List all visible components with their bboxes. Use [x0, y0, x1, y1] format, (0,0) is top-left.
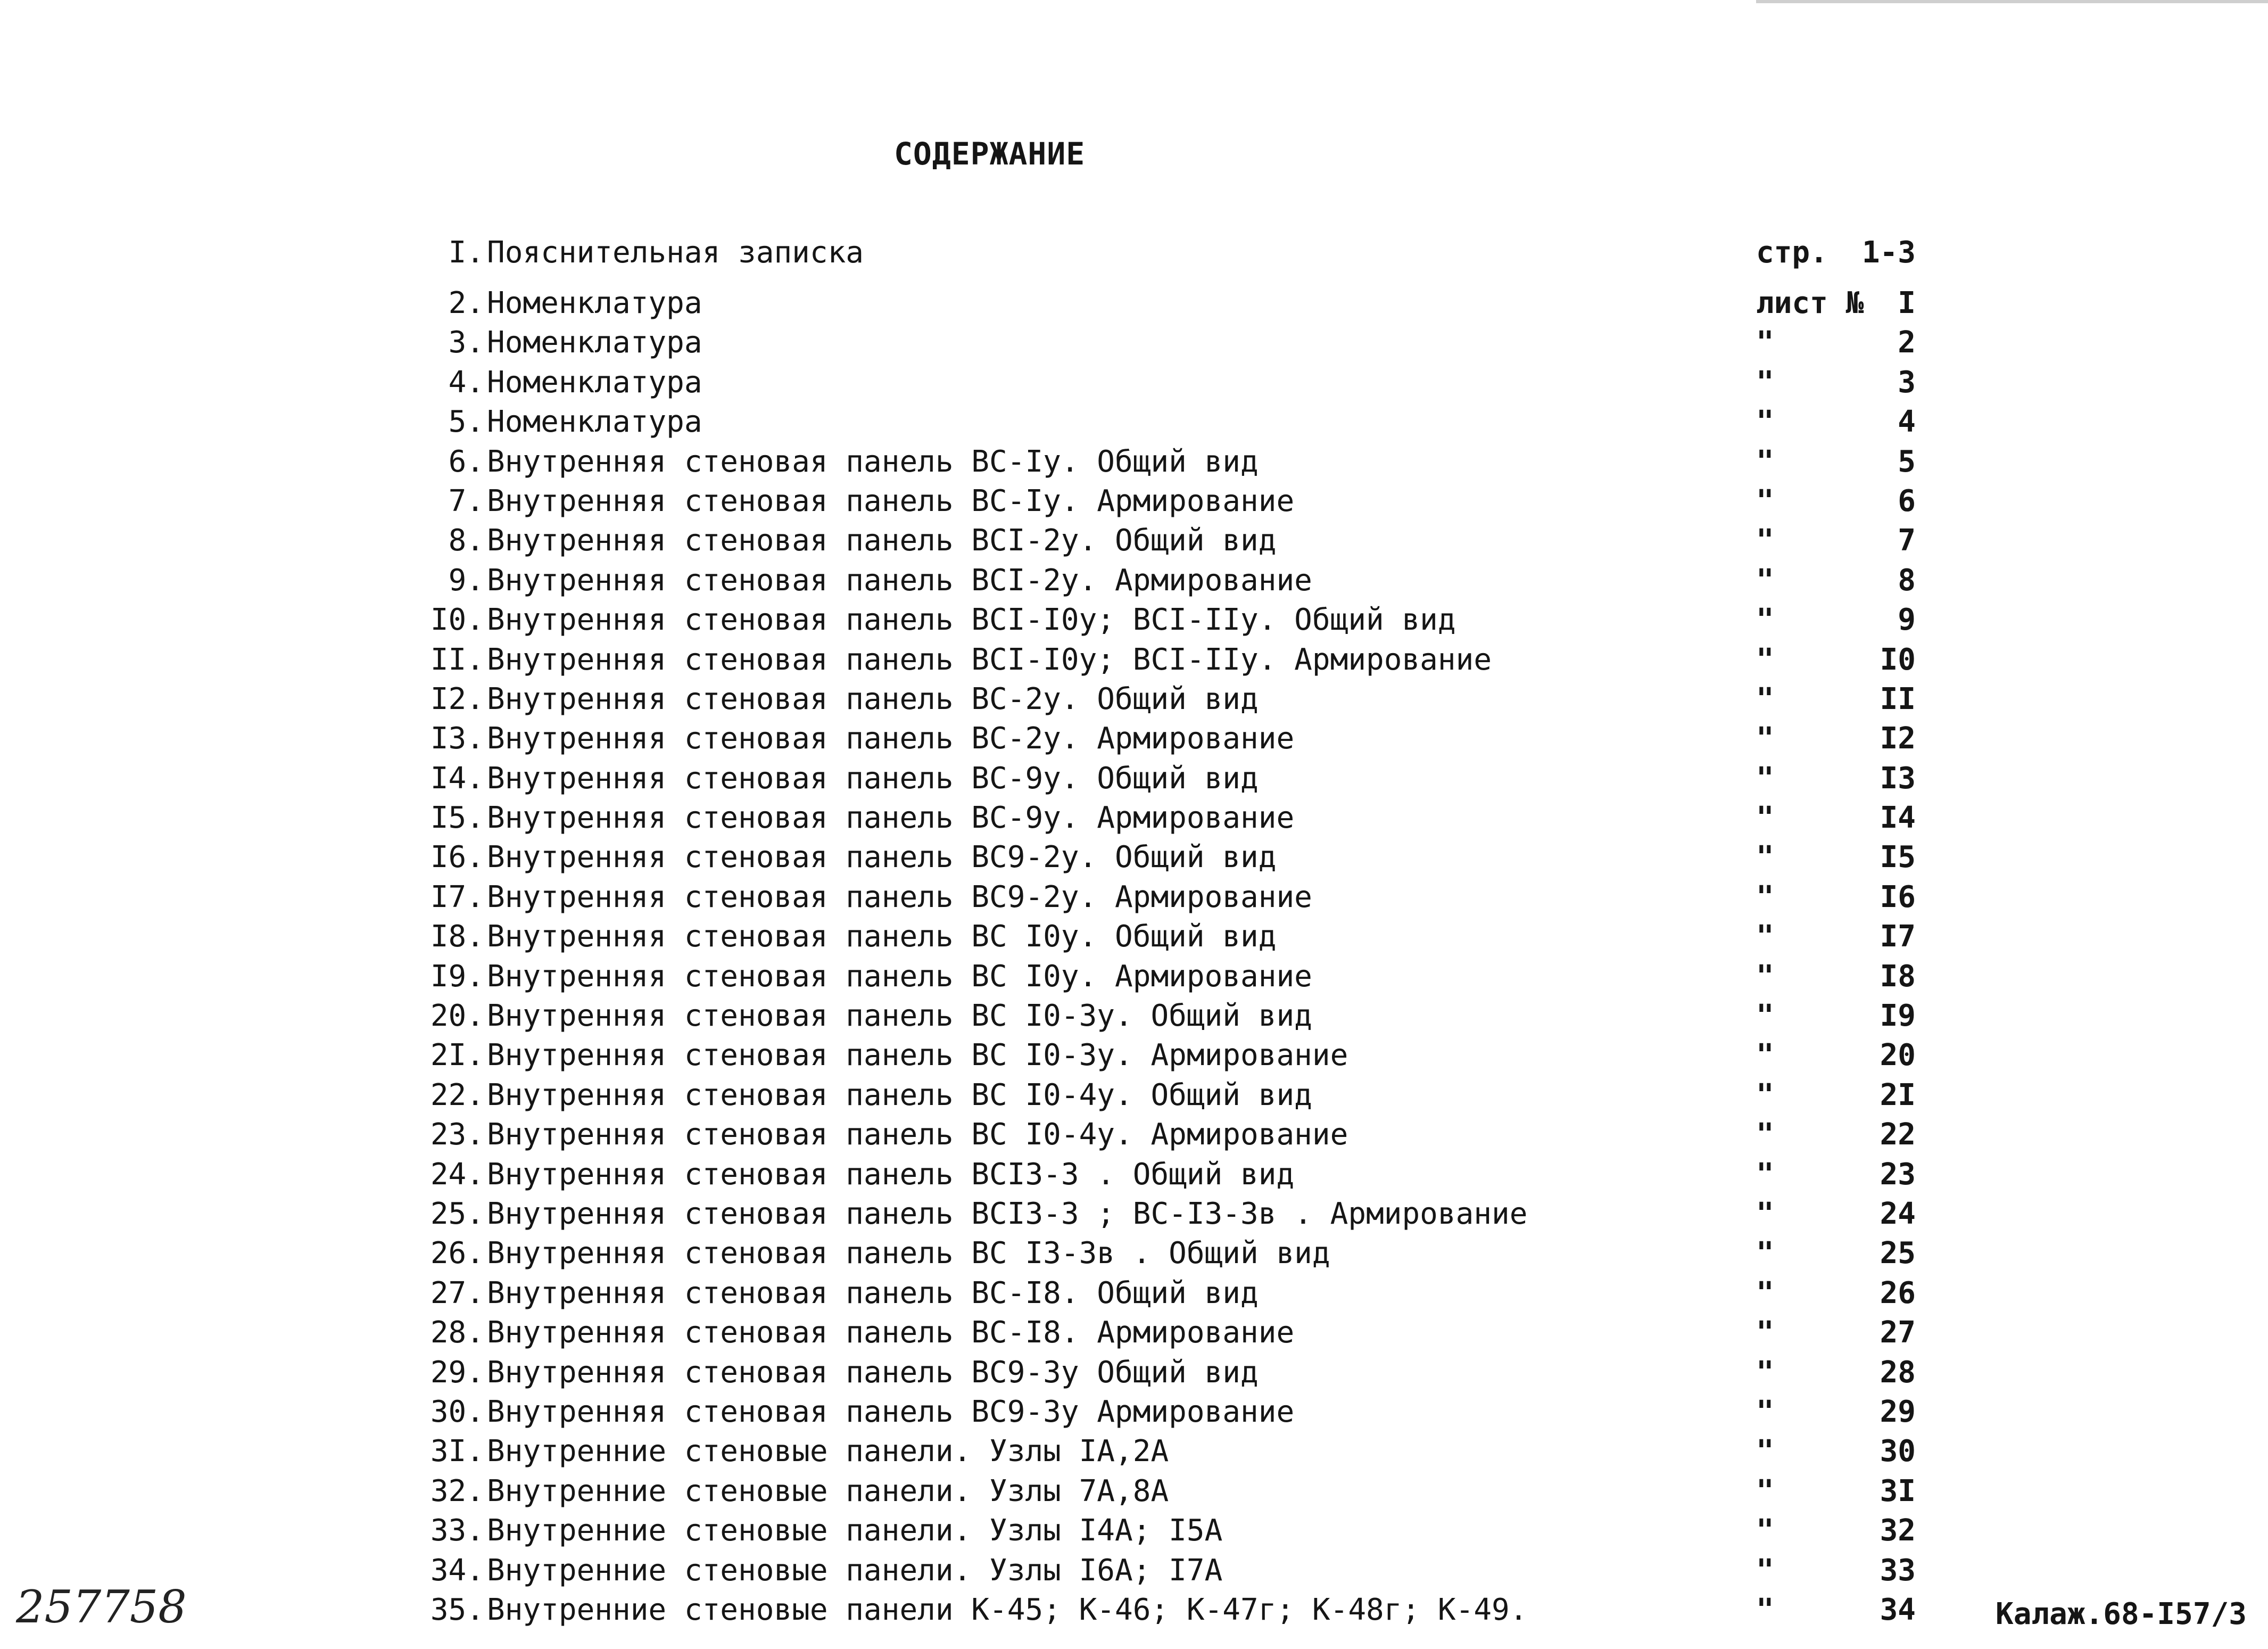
toc-entry-number: 32. — [430, 1473, 484, 1508]
toc-entry — [415, 232, 1916, 284]
handwritten-inventory-number: 257758 — [16, 1581, 187, 1633]
toc-entry-page-number: 7 — [1898, 523, 1916, 558]
toc-entry-page-number: I3 — [1880, 761, 1916, 796]
toc-entry — [415, 996, 1916, 1036]
toc-entry-page-prefix: " — [1756, 1117, 1774, 1152]
toc-entry-page-number: II — [1880, 681, 1916, 716]
toc-entry-title: Внутренняя стеновая панель ВС I0-3у. Общий вид — [487, 999, 1312, 1034]
toc-entry-number: I4. — [430, 761, 484, 796]
toc-entry — [415, 1036, 1916, 1075]
toc-entry-title: Внутренняя стеновая панель ВС-I8. Армирование — [487, 1315, 1295, 1350]
toc-entry-number: 34. — [430, 1553, 484, 1588]
toc-entry-page-prefix: " — [1756, 959, 1774, 994]
toc-entry-page-number: I4 — [1880, 801, 1916, 836]
toc-entry — [415, 957, 1916, 996]
toc-entry-title: Внутренняя стеновая панель ВС-2у. Общий вид — [487, 681, 1259, 716]
toc-entry-title: Внутренняя стеновая панель ВСI-2у. Общий вид — [487, 523, 1277, 558]
toc-entry-page-number: 2 — [1898, 325, 1916, 360]
toc-entry-number: I. — [448, 235, 484, 270]
toc-entry-title: Внутренняя стеновая панель ВС-2у. Армирование — [487, 721, 1295, 756]
toc-entry-number: I0. — [430, 603, 484, 638]
toc-entry-number: I5. — [430, 801, 484, 836]
toc-entry — [415, 600, 1916, 640]
toc-entry — [415, 917, 1916, 957]
toc-entry-page-number: 26 — [1880, 1275, 1916, 1310]
toc-entry-title: Внутренние стеновые панели. Узлы I4А; I5А — [487, 1513, 1223, 1548]
toc-entry-title: Номенклатура — [487, 405, 702, 440]
toc-entry-number: 23. — [430, 1117, 484, 1152]
toc-entry — [415, 1313, 1916, 1353]
toc-entry-page-number: I — [1898, 286, 1916, 320]
toc-entry-number: 2I. — [430, 1038, 484, 1073]
toc-entry — [415, 798, 1916, 838]
toc-entry-page-number: 29 — [1880, 1394, 1916, 1429]
toc-entry-number: 26. — [430, 1236, 484, 1271]
toc-entry-page-prefix: " — [1756, 761, 1774, 796]
toc-entry-number: 3I. — [430, 1434, 484, 1469]
toc-entry-page-prefix: " — [1756, 1394, 1774, 1429]
toc-entry-number: 24. — [430, 1157, 484, 1192]
document-code: Калаж.68-I57/3 — [1996, 1597, 2247, 1631]
toc-entry-number: 25. — [430, 1196, 484, 1231]
toc-entry-number: 33. — [430, 1513, 484, 1548]
toc-entry-page-number: 25 — [1880, 1236, 1916, 1271]
toc-entry — [415, 1115, 1916, 1155]
toc-entry — [415, 284, 1916, 323]
toc-entry-title: Номенклатура — [487, 365, 702, 400]
table-of-contents — [415, 232, 1916, 1630]
toc-entry-page-prefix: " — [1756, 919, 1774, 954]
toc-entry-page-prefix: " — [1756, 1077, 1774, 1112]
toc-entry-page-prefix: " — [1756, 1157, 1774, 1192]
toc-entry-number: 22. — [430, 1077, 484, 1112]
toc-entry-page-prefix: стр. — [1756, 235, 1828, 270]
toc-entry-number: 30. — [430, 1394, 484, 1429]
toc-entry-page-number: I2 — [1880, 721, 1916, 756]
toc-entry — [415, 878, 1916, 917]
toc-entry-number: 6. — [448, 444, 484, 479]
toc-entry-number: 2. — [448, 286, 484, 320]
toc-entry-page-number: 1-3 — [1861, 235, 1916, 270]
toc-entry-page-number: 34 — [1880, 1592, 1916, 1627]
toc-entry-title: Внутренняя стеновая панель ВС9-3у Армирование — [487, 1394, 1295, 1429]
toc-entry-title: Пояснительная записка — [487, 235, 864, 270]
toc-entry-page-prefix: " — [1756, 603, 1774, 638]
toc-entry-number: I3. — [430, 721, 484, 756]
toc-entry-page-prefix: " — [1756, 405, 1774, 440]
toc-entry — [415, 1155, 1916, 1194]
toc-entry-title: Внутренняя стеновая панель ВС I0-4у. Армирование — [487, 1117, 1348, 1152]
toc-entry-page-prefix: " — [1756, 563, 1774, 598]
toc-entry-title: Внутренняя стеновая панель ВСI-2у. Армирование — [487, 563, 1312, 598]
toc-entry-title: Внутренняя стеновая панель ВСI-I0у; ВСI-IIу. Общий вид — [487, 603, 1456, 638]
toc-entry-page-prefix: " — [1756, 681, 1774, 716]
toc-entry-page-prefix: лист № — [1756, 286, 1864, 320]
toc-entry-page-number: I0 — [1880, 642, 1916, 677]
toc-entry-page-number: I5 — [1880, 840, 1916, 875]
toc-entry — [415, 1392, 1916, 1432]
toc-entry — [415, 719, 1916, 758]
toc-entry-title: Внутренняя стеновая панель ВС9-3у Общий вид — [487, 1355, 1259, 1390]
toc-entry-title: Внутренняя стеновая панель ВС-Iу. Армирование — [487, 483, 1295, 518]
toc-entry-page-number: 4 — [1898, 405, 1916, 440]
toc-entry — [415, 402, 1916, 442]
toc-entry-page-prefix: " — [1756, 801, 1774, 836]
toc-entry-number: 4. — [448, 365, 484, 400]
toc-entry — [415, 1234, 1916, 1273]
toc-entry-page-number: 33 — [1880, 1553, 1916, 1588]
toc-entry-title: Внутренняя стеновая панель ВСI3-3 ; ВС-I3-3в . Армирование — [487, 1196, 1528, 1231]
toc-entry-page-prefix: " — [1756, 642, 1774, 677]
toc-entry — [415, 521, 1916, 560]
toc-entry-page-prefix: " — [1756, 879, 1774, 914]
toc-entry-page-prefix: " — [1756, 1513, 1774, 1548]
toc-entry-number: 3. — [448, 325, 484, 360]
toc-entry-title: Внутренняя стеновая панель ВС-9у. Общий вид — [487, 761, 1259, 796]
toc-entry-title: Внутренняя стеновая панель ВС9-2у. Общий вид — [487, 840, 1277, 875]
toc-entry — [415, 1511, 1916, 1551]
toc-entry-page-prefix: " — [1756, 999, 1774, 1034]
toc-entry-title: Внутренняя стеновая панель ВС9-2у. Армирование — [487, 879, 1312, 914]
toc-entry-number: 7. — [448, 483, 484, 518]
toc-entry-title: Внутренняя стеновая панель ВС-Iу. Общий вид — [487, 444, 1259, 479]
toc-entry-number: 29. — [430, 1355, 484, 1390]
toc-entry-title: Внутренняя стеновая панель ВСI3-3 . Общий вид — [487, 1157, 1295, 1192]
toc-entry-number: I2. — [430, 681, 484, 716]
toc-entry — [415, 680, 1916, 719]
toc-entry-page-number: 3I — [1880, 1473, 1916, 1508]
toc-entry-title: Внутренняя стеновая панель ВС-9у. Армирование — [487, 801, 1295, 836]
toc-entry-page-prefix: " — [1756, 1315, 1774, 1350]
toc-entry-page-number: I8 — [1880, 959, 1916, 994]
toc-entry-page-prefix: " — [1756, 444, 1774, 479]
toc-entry-page-prefix: " — [1756, 1553, 1774, 1588]
toc-entry-title: Номенклатура — [487, 325, 702, 360]
toc-entry-title: Внутренние стеновые панели. Узлы IА,2А — [487, 1434, 1169, 1469]
toc-entry-page-number: 2I — [1880, 1077, 1916, 1112]
toc-entry-page-prefix: " — [1756, 721, 1774, 756]
page-title: СОДЕРЖАНИЕ — [894, 136, 1086, 172]
toc-entry-page-prefix: " — [1756, 483, 1774, 518]
toc-entry-page-prefix: " — [1756, 1355, 1774, 1390]
toc-entry — [415, 838, 1916, 877]
toc-entry-page-prefix: " — [1756, 365, 1774, 400]
toc-entry-page-prefix: " — [1756, 1236, 1774, 1271]
toc-entry-title: Номенклатура — [487, 286, 702, 320]
toc-entry — [415, 1551, 1916, 1590]
toc-entry — [415, 759, 1916, 798]
toc-entry-page-number: 27 — [1880, 1315, 1916, 1350]
toc-entry-number: II. — [430, 642, 484, 677]
toc-entry-number: 20. — [430, 999, 484, 1034]
toc-entry-page-prefix: " — [1756, 1275, 1774, 1310]
toc-entry-page-prefix: " — [1756, 523, 1774, 558]
toc-entry-page-number: 32 — [1880, 1513, 1916, 1548]
toc-entry-number: I9. — [430, 959, 484, 994]
toc-entry-title: Внутренняя стеновая панель ВС I0-4у. Общий вид — [487, 1077, 1312, 1112]
toc-entry — [415, 442, 1916, 482]
toc-entry-number: 28. — [430, 1315, 484, 1350]
toc-entry — [415, 1432, 1916, 1471]
toc-entry-page-prefix: " — [1756, 1592, 1774, 1627]
toc-entry-page-number: I6 — [1880, 879, 1916, 914]
toc-entry — [415, 482, 1916, 521]
toc-entry-page-number: 30 — [1880, 1434, 1916, 1469]
toc-entry-title: Внутренняя стеновая панель ВС I0-3у. Армирование — [487, 1038, 1348, 1073]
toc-entry-page-prefix: " — [1756, 325, 1774, 360]
toc-entry-page-number: 3 — [1898, 365, 1916, 400]
toc-entry-title: Внутренние стеновые панели. Узлы 7А,8А — [487, 1473, 1169, 1508]
toc-entry-page-number: I7 — [1880, 919, 1916, 954]
toc-entry-page-number: 23 — [1880, 1157, 1916, 1192]
toc-entry — [415, 1590, 1916, 1630]
toc-entry — [415, 363, 1916, 402]
toc-entry-title: Внутренняя стеновая панель ВС I0у. Общий вид — [487, 919, 1277, 954]
toc-entry-page-prefix: " — [1756, 1473, 1774, 1508]
toc-entry-page-number: 6 — [1898, 483, 1916, 518]
toc-entry-title: Внутренние стеновые панели. Узлы I6А; I7А — [487, 1553, 1223, 1588]
toc-entry — [415, 1353, 1916, 1392]
toc-entry-page-number: 8 — [1898, 563, 1916, 598]
toc-entry-number: 27. — [430, 1275, 484, 1310]
toc-entry-page-number: 28 — [1880, 1355, 1916, 1390]
toc-entry-page-prefix: " — [1756, 1196, 1774, 1231]
toc-entry-page-number: I9 — [1880, 999, 1916, 1034]
toc-entry-title: Внутренние стеновые панели К-45; К-46; К-47г; К-48г; К-49. — [487, 1592, 1528, 1627]
toc-entry — [415, 640, 1916, 680]
toc-entry-page-number: 20 — [1880, 1038, 1916, 1073]
toc-entry — [415, 323, 1916, 362]
toc-entry-page-number: 5 — [1898, 444, 1916, 479]
toc-entry-title: Внутренняя стеновая панель ВС I0у. Армирование — [487, 959, 1312, 994]
toc-entry-page-number: 9 — [1898, 603, 1916, 638]
toc-entry-page-number: 24 — [1880, 1196, 1916, 1231]
toc-entry-page-prefix: " — [1756, 840, 1774, 875]
toc-entry-number: 9. — [448, 563, 484, 598]
toc-entry-number: 5. — [448, 405, 484, 440]
toc-entry-page-prefix: " — [1756, 1038, 1774, 1073]
toc-entry — [415, 1472, 1916, 1511]
toc-entry — [415, 1194, 1916, 1234]
toc-entry — [415, 561, 1916, 600]
toc-entry-number: I8. — [430, 919, 484, 954]
toc-entry-number: I6. — [430, 840, 484, 875]
toc-entry-title: Внутренняя стеновая панель ВС I3-3в . Общий вид — [487, 1236, 1330, 1271]
toc-entry — [415, 1076, 1916, 1115]
toc-entry-title: Внутренняя стеновая панель ВСI-I0у; ВСI-IIу. Армирование — [487, 642, 1492, 677]
toc-entry-page-number: 22 — [1880, 1117, 1916, 1152]
scan-edge-line — [1756, 0, 2268, 3]
toc-entry-number: 35. — [430, 1592, 484, 1627]
toc-entry-number: 8. — [448, 523, 484, 558]
toc-entry — [415, 1274, 1916, 1313]
toc-entry-number: I7. — [430, 879, 484, 914]
toc-entry-page-prefix: " — [1756, 1434, 1774, 1469]
toc-entry-title: Внутренняя стеновая панель ВС-I8. Общий вид — [487, 1275, 1259, 1310]
